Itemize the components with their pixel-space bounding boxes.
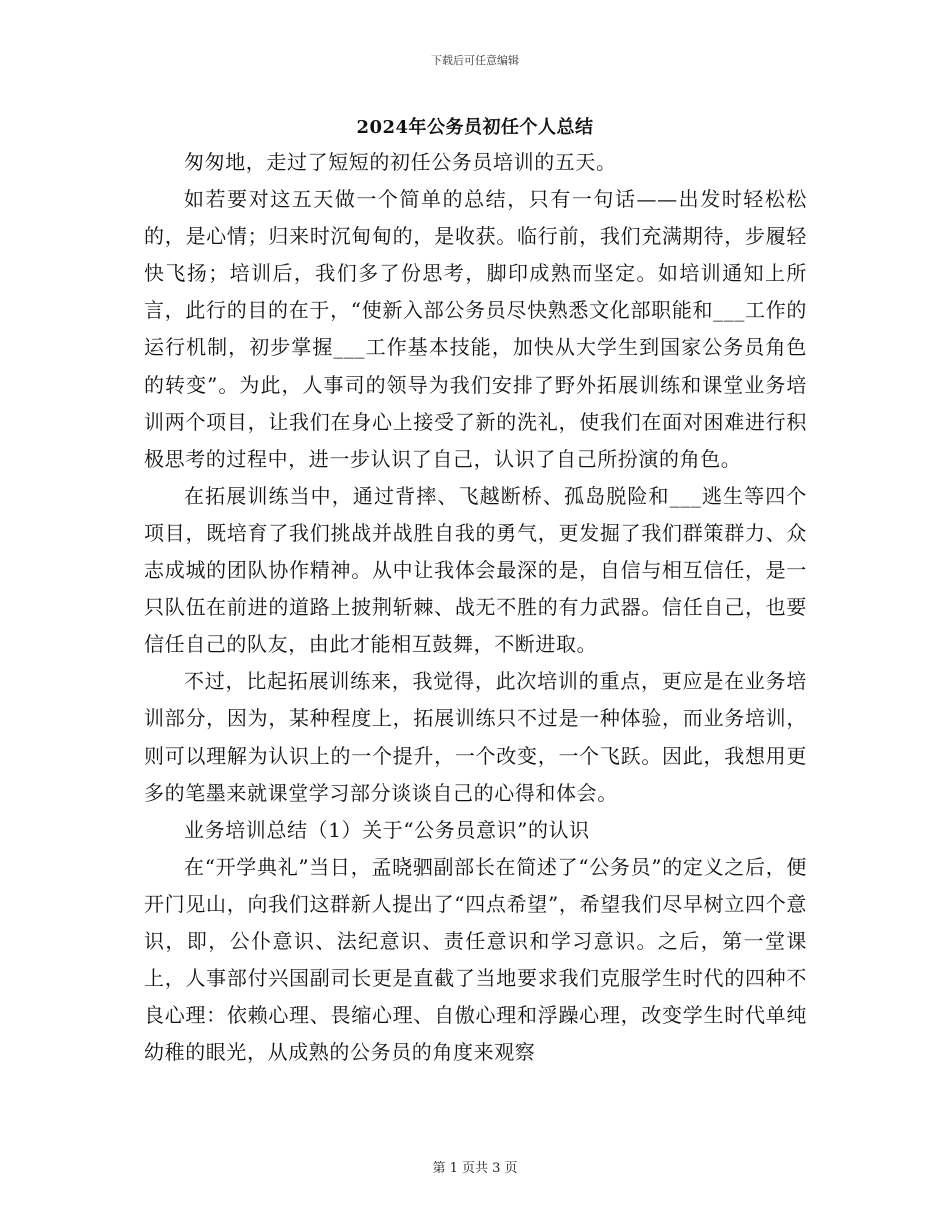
document-body [144, 144, 807, 1071]
header-note: 下载后可任意编辑 [431, 54, 519, 67]
paragraph-4: 不过，比起拓展训练来，我觉得，此次培训的重点，更应是在业务培训部分，因为，某种程度上，拓展训练只不过是一种体验，而业务培训，则可以理解为认识上的一个提升，一个改变，一个飞跃。因此，我想用更多的笔墨来就课堂学习部分谈谈自己的心得和体会。 [144, 669, 807, 805]
document-title: 2024年公务员初任个人总结 [356, 117, 594, 138]
paragraph-1: 匆匆地，走过了短短的初任公务员培训的五天。 [184, 150, 617, 174]
paragraph-2: 如若要对这五天做一个简单的总结，只有一句话——出发时轻松松的，是心情；归来时沉甸甸的，是收获。临行前，我们充满期待，步履轻快飞扬；培训后，我们多了份思考，脚印成熟而坚定。如培训通知上所言，此行的目的在于，“使新入部公务员尽快熟悉文化部职能和___工作的运行机制，初步掌握___工作基本技能，加快从大学生到国家公务员角色的转变”。为此，人事司的领导为我们安排了野外拓展训练和课堂业务培训两个项目，让我们在身心上接受了新的洗礼，使我们在面对困难进行积极思考的过程中，进一步认识了自己，认识了自己所扮演的角色。 [144, 187, 807, 471]
page-footer: 第 1 页共 3 页 [432, 1161, 518, 1176]
paragraph-5: 在“开学典礼”当日，孟晓驷副部长在简述了“公务员”的定义之后，便开门见山，向我们这群新人提出了“四点希望”，希望我们尽早树立四个意识，即，公仆意识、法纪意识、责任意识和学习意识。之后，第一堂课上，人事部付兴国副司长更是直截了当地要求我们克服学生时代的四种不良心理：依赖心理、畏缩心理、自傲心理和浮躁心理，改变学生时代单纯幼稚的眼光，从成熟的公务员的角度来观察 [144, 854, 807, 1065]
section-heading: 业务培训总结（1）关于“公务员意识”的认识 [184, 817, 590, 842]
paragraph-3: 在拓展训练当中，通过背摔、飞越断桥、孤岛脱险和___逃生等四个项目，既培育了我们挑战并战胜自我的勇气，更发掘了我们群策群力、众志成城的团队协作精神。从中让我体会最深的是，自信与相互信任，是一只队伍在前进的道路上披荆斩棘、战无不胜的有力武器。信任自己，也要信任自己的队友，由此才能相互鼓舞，不断进取。 [144, 483, 807, 657]
